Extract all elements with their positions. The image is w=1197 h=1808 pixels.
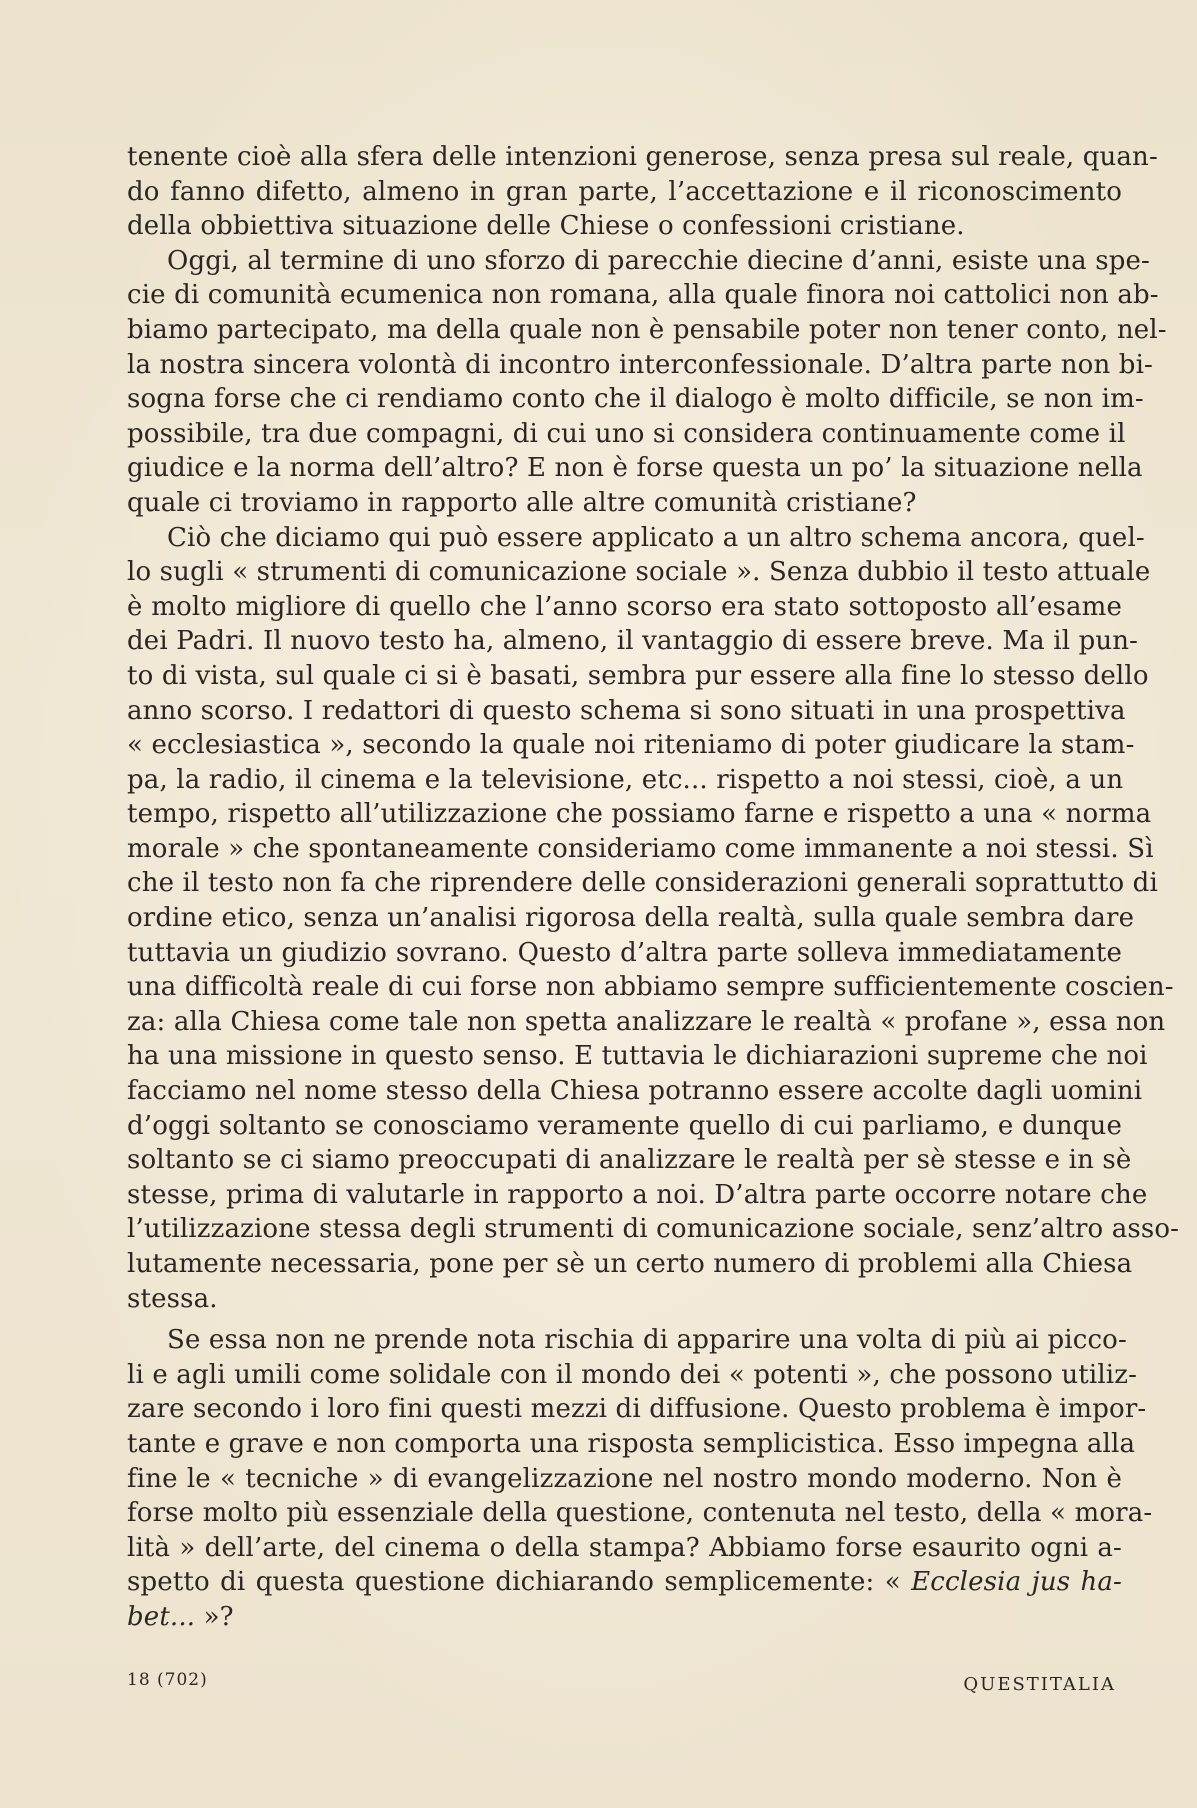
text-line: dei Padri. Il nuovo testo ha, almeno, il vantaggio di essere breve. Ma il pun- (127, 626, 1139, 657)
text-segment: spetto di questa questione dichiarando semplicemente: « (127, 1567, 912, 1598)
paragraph-start-line: Ciò che diciamo qui può essere applicato a un altro schema ancora, quel- (167, 522, 1145, 553)
text-line: « ecclesiastica », secondo la quale noi riteniamo di poter giudicare la stam- (127, 730, 1135, 761)
text-line: che il testo non fa che riprendere delle considerazioni generali soprattutto di (127, 868, 1158, 899)
text-line: to di vista, sul quale ci si è basati, sembra pur essere alla fine lo stesso dello (127, 660, 1149, 691)
text-line: possibile, tra due compagni, di cui uno si considera continuamente come il (127, 418, 1126, 449)
paragraph-start-line: Se essa non ne prende nota rischia di apparire una volta di più ai picco- (167, 1325, 1127, 1356)
text-line: ordine etico, senza un’analisi rigorosa della realtà, sulla quale sembra dare (127, 903, 1135, 934)
text-line: fine le « tecniche » di evangelizzazione nel nostro mondo moderno. Non è (127, 1463, 1122, 1494)
text-line: soltanto se ci siamo preoccupati di analizzare le realtà per sè stesse e in sè (127, 1145, 1132, 1176)
text-line: do fanno difetto, almeno in gran parte, l’accettazione e il riconoscimento (127, 176, 1122, 207)
text-line: l’utilizzazione stessa degli strumenti di comunicazione sociale, senz’altro asso- (127, 1214, 1180, 1245)
text-line: una difficoltà reale di cui forse non abbiamo sempre sufficientemente coscien- (127, 972, 1174, 1003)
text-line: cie di comunità ecumenica non romana, alla quale finora noi cattolici non ab- (127, 280, 1159, 311)
text-line: ha una missione in questo senso. E tuttavia le dichiarazioni supreme che noi (127, 1041, 1148, 1072)
text-line: lità » dell’arte, del cinema o della stampa? Abbiamo forse esaurito ogni a- (127, 1532, 1122, 1563)
text-line: giudice e la norma dell’altro? E non è forse questa un po’ la situazione nella (127, 453, 1143, 484)
text-line: biamo partecipato, ma della quale non è pensabile poter non tener conto, nel- (127, 314, 1167, 345)
page-number: 18 (702) (127, 1670, 208, 1690)
latin-quote-italic: Ecclesia jus ha- (911, 1567, 1122, 1598)
text-line: tenente cioè alla sfera delle intenzioni generose, senza presa sul reale, quan- (127, 142, 1158, 172)
text-line: stesse, prima di valutarle in rapporto a noi. D’altra parte occorre notare che (127, 1179, 1148, 1210)
text-line: quale ci troviamo in rapporto alle altre comunità cristiane? (127, 487, 917, 518)
text-line: facciamo nel nome stesso della Chiesa potranno essere accolte dagli uomini (127, 1076, 1143, 1107)
text-line: tuttavia un giudizio sovrano. Questo d’altra parte solleva immediatamente (127, 937, 1122, 968)
text-segment: »? (195, 1601, 234, 1632)
text-line (127, 1600, 1122, 1635)
text-line: za: alla Chiesa come tale non spetta analizzare le realtà « profane », essa non (127, 1006, 1166, 1037)
text-line: è molto migliore di quello che l’anno scorso era stato sottoposto all’esame (127, 591, 1122, 622)
text-line: tante e grave e non comporta una risposta semplicistica. Esso impegna alla (127, 1428, 1136, 1459)
text-line: della obbiettiva situazione delle Chiese o confessioni cristiane. (127, 211, 965, 242)
text-line: anno scorso. I redattori di questo schema si sono situati in una prospettiva (127, 695, 1126, 726)
text-line: lutamente necessaria, pone per sè un certo numero di problemi alla Chiesa (127, 1249, 1133, 1279)
text-line: stessa. (127, 1283, 218, 1314)
text-line: sogna forse che ci rendiamo conto che il dialogo è molto difficile, se non im- (127, 384, 1144, 415)
text-line: forse molto più essenziale della questione, contenuta nel testo, della « mora- (127, 1498, 1153, 1529)
latin-quote-italic: bet... (127, 1601, 196, 1632)
text-line: li e agli umili come solidale con il mondo dei « potenti », che possono utiliz- (127, 1359, 1138, 1390)
paragraph-start-line: Oggi, al termine di uno sforzo di parecchie diecine d’anni, esiste una spe- (167, 245, 1150, 276)
text-line (127, 1565, 1122, 1600)
body-text (127, 140, 1180, 1635)
journal-name: QUESTITALIA (963, 1674, 1116, 1695)
paragraph-gap (127, 1316, 1122, 1323)
text-line: d’oggi soltanto se conosciamo veramente quello di cui parliamo, e dunque (127, 1110, 1122, 1141)
text-line: la nostra sincera volontà di incontro interconfessionale. D’altra parte non bi- (127, 349, 1153, 380)
text-line: lo sugli « strumenti di comunicazione sociale ». Senza dubbio il testo attuale (127, 557, 1151, 588)
text-line: pa, la radio, il cinema e la televisione, etc... rispetto a noi stessi, cioè, a un (127, 764, 1124, 795)
text-line: morale » che spontaneamente consideriamo come immanente a noi stessi. Sì (127, 833, 1154, 864)
text-line: tempo, rispetto all’utilizzazione che possiamo farne e rispetto a una « norma (127, 799, 1152, 830)
text-line: zare secondo i loro fini questi mezzi di diffusione. Questo problema è impor- (127, 1394, 1147, 1425)
